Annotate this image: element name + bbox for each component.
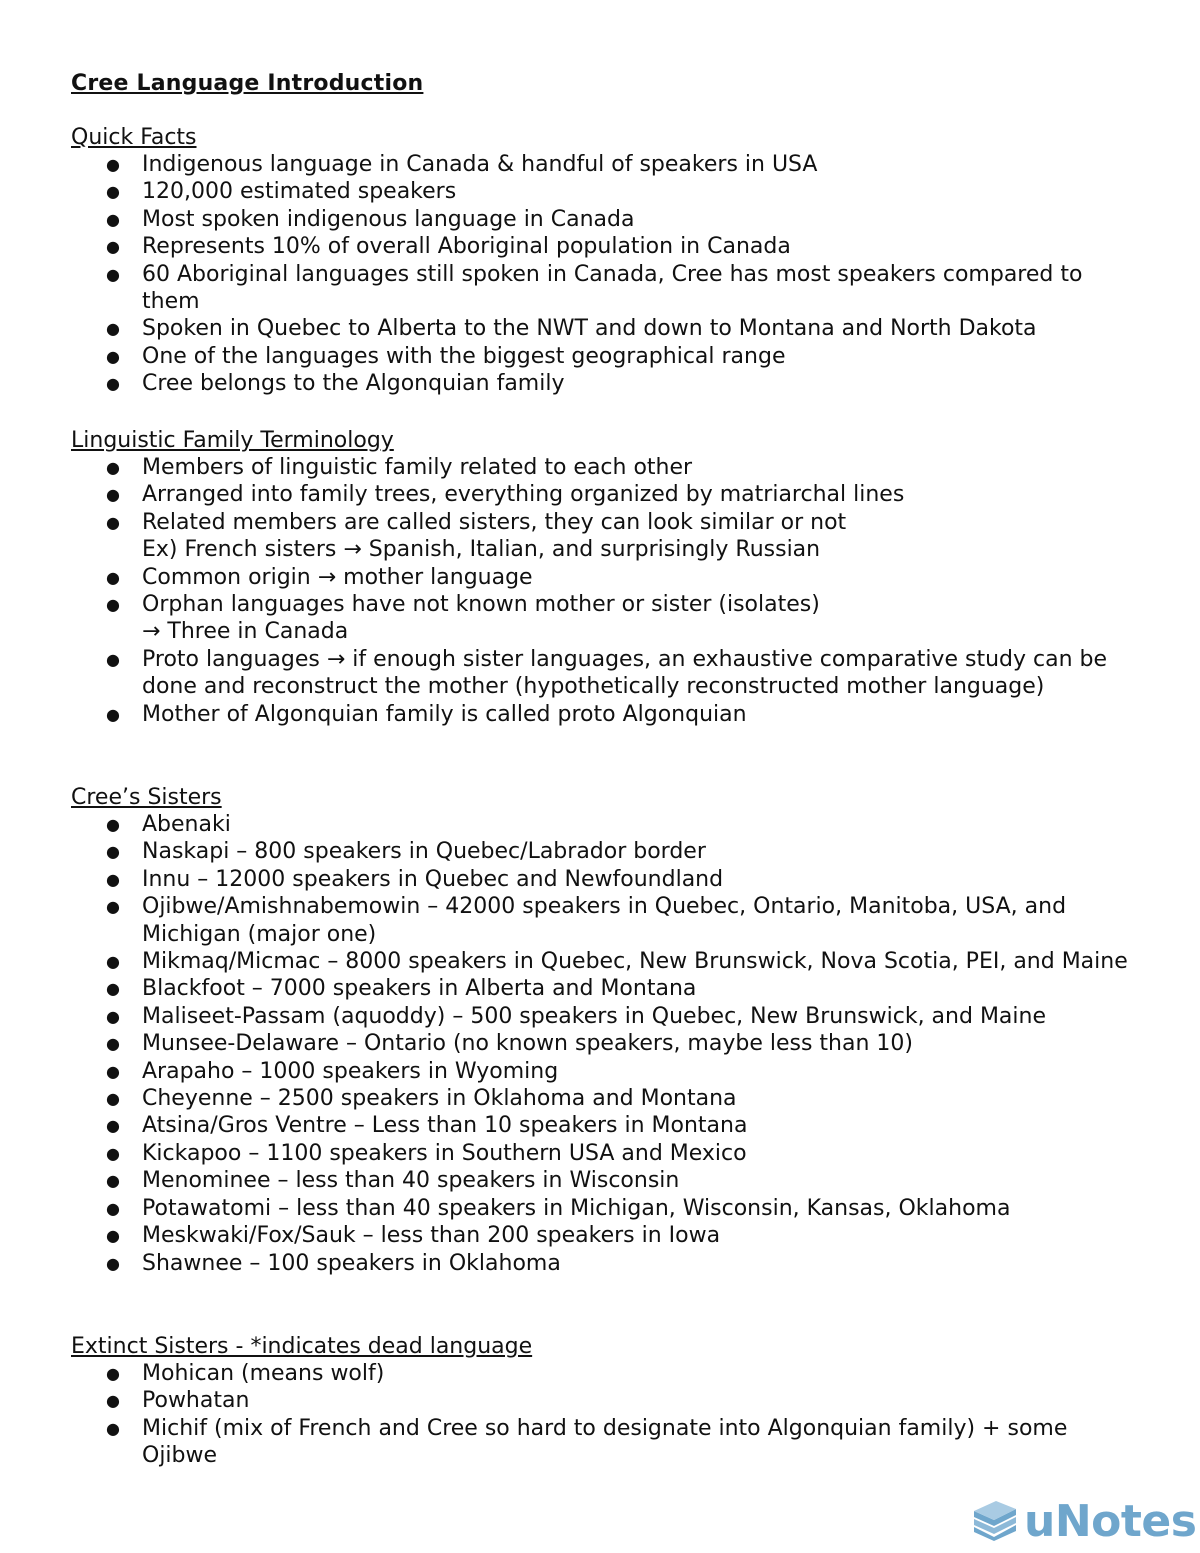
bullet-dot-icon: ● — [106, 458, 120, 477]
bullet-item — [0, 1167, 1200, 1194]
bullet-text: Naskapi – 800 speakers in Quebec/Labrador border — [142, 839, 706, 865]
bullet-item — [0, 178, 1200, 205]
bullet-item — [0, 591, 1200, 646]
bullet-text: Represents 10% of overall Aboriginal population in Canada — [142, 234, 791, 260]
bullet-item — [0, 1195, 1200, 1222]
bullet-item — [0, 811, 1200, 838]
bullet-text: Most spoken indigenous language in Canada — [142, 206, 635, 232]
bullet-dot-icon: ● — [106, 897, 120, 917]
bullet-text: Orphan languages have not known mother or sister (isolates) — [142, 592, 820, 618]
bullet-text: Menominee – less than 40 speakers in Wisconsin — [142, 1168, 680, 1194]
bullet-dot-icon: ● — [106, 952, 120, 972]
unotes-watermark — [970, 1497, 1196, 1545]
bullet-list — [0, 811, 1200, 1277]
bullet-dot-icon: ● — [106, 842, 120, 862]
bullet-dot-icon: ● — [106, 209, 120, 229]
bullet-text: Arapaho – 1000 speakers in Wyoming — [142, 1058, 559, 1084]
bullet-text: Shawnee – 100 speakers in Oklahoma — [142, 1250, 561, 1276]
bullet-list — [0, 454, 1200, 728]
bullet-text: Common origin → mother language — [142, 564, 533, 590]
bullet-dot-icon: ● — [106, 512, 120, 532]
bullet-text: Indigenous language in Canada & handful of speakers in USA — [142, 152, 818, 177]
bullet-item — [0, 646, 1200, 701]
bullet-item — [0, 233, 1200, 260]
bullet-dot-icon: ● — [106, 1061, 120, 1081]
bullet-item — [0, 1030, 1200, 1057]
section-heading: Linguistic Family Terminology — [71, 428, 394, 453]
bullet-text: Blackfoot – 7000 speakers in Alberta and Montana — [142, 976, 697, 1002]
bullet-item — [0, 1112, 1200, 1139]
bullet-item — [0, 481, 1200, 508]
bullet-dot-icon: ● — [106, 346, 120, 366]
bullet-dot-icon: ● — [106, 1143, 120, 1163]
stacked-books-icon — [970, 1501, 1020, 1541]
bullet-item — [0, 975, 1200, 1002]
bullet-text: 60 Aboriginal languages still spoken in Canada, Cree has most speakers compared to them — [142, 261, 1083, 315]
bullet-dot-icon: ● — [106, 264, 120, 284]
bullet-text: Related members are called sisters, they can look similar or not — [142, 509, 847, 535]
bullet-dot-icon: ● — [106, 704, 120, 724]
bullet-text: Munsee-Delaware – Ontario (no known speakers, maybe less than 10) — [142, 1031, 913, 1057]
bullet-dot-icon: ● — [106, 1391, 120, 1411]
bullet-item — [0, 893, 1200, 948]
bullet-text: One of the languages with the biggest geographical range — [142, 343, 786, 369]
bullet-dot-icon: ● — [106, 1089, 120, 1109]
watermark-text: uNotes — [1024, 1495, 1197, 1547]
bullet-text: Proto languages → if enough sister languages, an exhaustive comparative study can be done and reconstruct the mother (hypothetically reconstructed mother language) — [142, 646, 1108, 700]
bullet-dot-icon: ● — [106, 869, 120, 889]
bullet-item — [0, 454, 1200, 481]
bullet-text: Atsina/Gros Ventre – Less than 10 speakers in Montana — [142, 1113, 748, 1139]
bullet-dot-icon: ● — [106, 567, 120, 587]
bullet-dot-icon: ● — [106, 1364, 120, 1383]
bullet-item — [0, 1415, 1200, 1470]
bullet-item — [0, 261, 1200, 316]
bullet-item — [0, 1140, 1200, 1167]
bullet-item — [0, 370, 1200, 397]
bullet-dot-icon: ● — [106, 979, 120, 999]
bullet-dot-icon: ● — [106, 815, 120, 834]
bullet-item — [0, 701, 1200, 728]
bullet-item — [0, 1003, 1200, 1030]
bullet-text: Mikmaq/Micmac – 8000 speakers in Quebec, New Brunswick, Nova Scotia, PEI, and Maine — [142, 949, 1128, 975]
bullet-item — [0, 1222, 1200, 1249]
bullet-text: Mohican (means wolf) — [142, 1361, 385, 1386]
bullet-dot-icon: ● — [106, 1198, 120, 1218]
bullet-text: Maliseet-Passam (aquoddy) – 500 speakers in Quebec, New Brunswick, and Maine — [142, 1003, 1046, 1029]
bullet-text: 120,000 estimated speakers — [142, 179, 457, 205]
bullet-text: Arranged into family trees, everything organized by matriarchal lines — [142, 482, 905, 508]
bullet-dot-icon: ● — [106, 374, 120, 394]
bullet-item — [0, 509, 1200, 564]
bullet-text: Powhatan — [142, 1388, 250, 1414]
bullet-subline: Ex) French sisters → Spanish, Italian, and surprisingly Russian — [142, 537, 821, 563]
bullet-dot-icon: ● — [106, 485, 120, 505]
bullet-dot-icon: ● — [106, 237, 120, 257]
bullet-dot-icon: ● — [106, 1116, 120, 1136]
section-heading: Cree’s Sisters — [71, 785, 222, 810]
bullet-dot-icon: ● — [106, 319, 120, 339]
bullet-dot-icon: ● — [106, 155, 120, 174]
bullet-text: Innu – 12000 speakers in Quebec and Newfoundland — [142, 866, 724, 892]
bullet-item — [0, 343, 1200, 370]
bullet-item — [0, 1360, 1200, 1387]
bullet-list — [0, 151, 1200, 398]
bullet-text: Cree belongs to the Algonquian family — [142, 371, 565, 397]
bullet-text: Spoken in Quebec to Alberta to the NWT and down to Montana and North Dakota — [142, 316, 1037, 342]
bullet-dot-icon: ● — [106, 1034, 120, 1054]
bullet-text: Members of linguistic family related to each other — [142, 455, 693, 480]
bullet-dot-icon: ● — [106, 1171, 120, 1191]
bullet-text: Kickapoo – 1100 speakers in Southern USA and Mexico — [142, 1140, 747, 1166]
bullet-item — [0, 866, 1200, 893]
bullet-item — [0, 315, 1200, 342]
bullet-dot-icon: ● — [106, 649, 120, 669]
bullet-dot-icon: ● — [106, 182, 120, 202]
bullet-item — [0, 206, 1200, 233]
bullet-dot-icon: ● — [106, 595, 120, 615]
bullet-text: Michif (mix of French and Cree so hard to designate into Algonquian family) + some Ojibwe — [142, 1415, 1068, 1469]
bullet-text: Cheyenne – 2500 speakers in Oklahoma and Montana — [142, 1086, 737, 1112]
bullet-list — [0, 1360, 1200, 1470]
bullet-item — [0, 1085, 1200, 1112]
bullet-text: Ojibwe/Amishnabemowin – 42000 speakers in Quebec, Ontario, Manitoba, USA, and Michigan (major one) — [142, 894, 1067, 947]
bullet-item — [0, 948, 1200, 975]
bullet-text: Potawatomi – less than 40 speakers in Michigan, Wisconsin, Kansas, Oklahoma — [142, 1195, 1011, 1221]
bullet-text: Meskwaki/Fox/Sauk – less than 200 speakers in Iowa — [142, 1223, 721, 1249]
bullet-subline: → Three in Canada — [142, 619, 349, 645]
bullet-dot-icon: ● — [106, 1418, 120, 1438]
bullet-item — [0, 1250, 1200, 1277]
bullet-item — [0, 1058, 1200, 1085]
bullet-text: Mother of Algonquian family is called proto Algonquian — [142, 701, 747, 727]
section-heading: Extinct Sisters - *indicates dead language — [71, 1334, 533, 1359]
bullet-text: Abenaki — [142, 812, 231, 837]
document-title: Cree Language Introduction — [71, 71, 424, 96]
section-heading: Quick Facts — [71, 125, 197, 150]
bullet-item — [0, 838, 1200, 865]
bullet-dot-icon: ● — [106, 1253, 120, 1273]
bullet-dot-icon: ● — [106, 1006, 120, 1026]
bullet-item — [0, 1387, 1200, 1414]
bullet-dot-icon: ● — [106, 1226, 120, 1246]
bullet-item — [0, 564, 1200, 591]
bullet-item — [0, 151, 1200, 178]
